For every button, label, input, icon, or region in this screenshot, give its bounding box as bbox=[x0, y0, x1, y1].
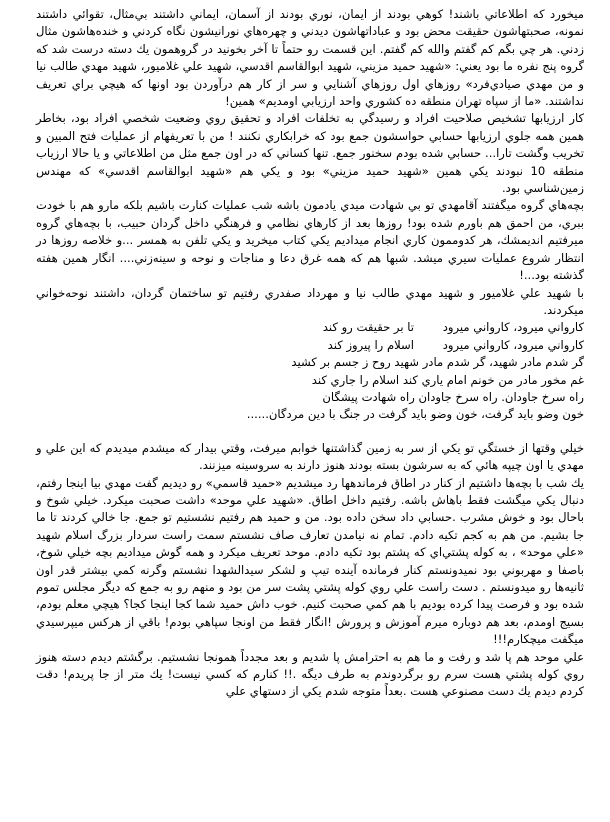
paragraph-4: با شهيد علي غلاميور و شهيد مهدي طالب نيا و مهرداد صفدري رفتيم تو ساختمان گردان، داشتند نوحه‌خواني ميكردند. bbox=[36, 285, 584, 317]
poem-line-4: غم مخور مادر من خونم امام ياري كند اسلام را جاري كند bbox=[311, 372, 584, 387]
poem-line-3: گر شدم مادر شهيد، گر شدم مادر شهيد روح ز جسم بر كشيد bbox=[291, 355, 584, 370]
section-gap bbox=[36, 424, 584, 440]
poem-line-5: راه سرخ جاودان. راه سرخ جاودان راه شهادت پيشگان bbox=[322, 389, 584, 404]
poem-line-2-first: كارواني ميرود، كارواني ميرود bbox=[442, 337, 584, 352]
paragraph-1: ميخورد كه اطلاعاتي باشند! كوهي بودند از ايمان، نوري بودند از آسمان، ايماني داشتند بي‌مثال، تقوائي داشتند نمونه، صحبتهاشون حقيقت محض بود و عباداتهاشون ديدني و چهره‌هاي نورانيشون نگاه كردني و خنده‌هاشون مثال زدني. هر چي بگم كم گفتم والله كم گفتم. اين قسمت رو حتماً تا آخر بخونيد در گروهمون يك دسته درست شد كه گروه پنج نفره ما بود يعني: «شهيد حميد مزيني، شهيد ابوالقاسم اقدسي، شهيد علي غلاميور، شهيد مهدي طالب نيا و من مهدي صيادي‌فرد» روزهاي اول روزهاي آشنايي و سر از كار هم درآوردن بود اونها كه هيچي براي تعريف نداشتند. «ما از سپاه تهران منطقه ده كشوري واحد ارزيابي اومديم» همين! bbox=[36, 7, 584, 109]
document-page bbox=[36, 6, 584, 701]
poem-line-2 bbox=[36, 337, 584, 354]
poem-line-1 bbox=[36, 319, 584, 336]
poem-line-1-second: تا بر حقيقت رو كند bbox=[322, 320, 414, 335]
paragraph-2: كار ارزيابها تشخيص صلاحيت افراد و رسيدگي به تخلفات افراد و تحقيق روي وضعيت شخصي افراد بود، بخاطر همين همه جلوي ارزيابها حسابي حواسشون جمع بود كه خرابكاري نكنند ! من با تعريفهام از عمليات فتح المبين و تخريب وگشت تارا... حسابي شده بودم سخنور جمع. تنها كساني كه در اون جمع مثل من اطلاعاتي و يا حالا ارزياب منطقه 10 نبودند يكي همين «شهيد حميد مزيني» بود و يكي هم «شهيد ابوالقاسم اقدسي» كه مهندس زمين‌شناسي بود. bbox=[36, 111, 584, 196]
paragraph-5: خيلي وقتها از خستگي تو يكي از سر به زمين گذاشتنها خوابم ميرفت، وقتي بيدار كه ميشدم ميديدم كه اين علي و مهدي يا اون چيپه هائي كه به سرشون بسته بودند هنوز دارند به سروسينه ميزنند. bbox=[36, 440, 584, 473]
poem-block bbox=[36, 319, 584, 423]
paragraph-7: علي موحد هم پا شد و رفت و ما هم به احترامش پا شديم و بعد مجدداً همونجا نشستيم. برگشتم ديدم دسته هنوز روي كوله پشتي هست سرم رو برگردوندم به طرف ديگه .!! كنارم كه كسي نيست! يك متر از جا پريدم! دقت كردم ديدم يك دست مصنوعي هست .بعداً متوجه شدم يكي از دستهاي علي bbox=[36, 649, 584, 699]
paragraph-6: يك شب با بچه‌ها داشتيم از كنار در اطاق فرماندهها رد ميشديم «حميد قاسمي» رو ديديم گفت مهدي بيا اينجا رفتم، دنبال يكي ميگشت فقط باهاش باشه. رفتيم داخل اطاق. «شهيد علي موحد» داشت صحبت ميكرد. خيلي شوخ و باحال بود و خوش مشرب .حسابي داد سخن داده بود. من و حميد هم رفتيم نشستيم تو جمع. جا خالي كردند تا ما جا بشيم. من هم به كجم تكيه دادم. تمام نه نيامدن تعارف صاف نشستم سمت راست سردار بزرگ اسلام شهيد «علي موحد» ، به كوله پشتي‌اي كه پشتم بود تكيه دادم. موحد تعريف ميكرد و همه گوش ميداديم بچه خيلي شوخ، باصفا و مهربوني بود نميدونستم كنار فرمانده آينده تيپ و لشكر سيدالشهدا نشستم وگرنه كمي بيشتر قدر اون ثانيه‌ها رو ميدونستم . دست راست علي روي كوله پشتي پشت سر من بود و منهم رو به جمع كه ديگر مجلس تموم شده بود و فرصت پيدا كرده بوديم با هم كمي صحبت كنيم. خوب داش حميد شما كجا اينجا كجا؟ هيچي معلم بودم، بسيج اومدم، بعد هم دوباره ميرم آموزش و پرورش !انگار فقط من اونجا سپاهي بودم! باقي از هركس ميپرسيدي ميگفت ميچكارم!!! bbox=[36, 475, 584, 647]
paragraph-3: بچه‌هاي گروه ميگفتند آقامهدي تو بي شهادت ميدي يادمون باشه شب عمليات كنارت باشيم بلكه مارو هم با خودت ببري، من احمق هم باورم شده بود! روزها بعد از كارهاي نظامي و فرهنگي داخل گردان حبيب، با بچه‌هاي گروه ميرفتيم انديمشك، هر كدوممون كاري انجام ميداديم يكي كتاب ميخريد و يكي تلفن به همسر ...و خلاصه روزها در انتظار شروع عمليات سيري ميشد. شبها هم كه همه غرق دعا و مناجات و نوحه و سينه‌زني.... انگار همين هفته گذشته بود...! bbox=[36, 198, 584, 283]
poem-line-6: خون وضو بايد گرفت، خون وضو بايد گرفت در جنگ با دين مردگان...... bbox=[246, 407, 584, 422]
poem-line-1-first: كارواني ميرود، كارواني ميرود bbox=[442, 320, 584, 335]
poem-line-2-second: اسلام را پيروز كند bbox=[327, 337, 414, 352]
